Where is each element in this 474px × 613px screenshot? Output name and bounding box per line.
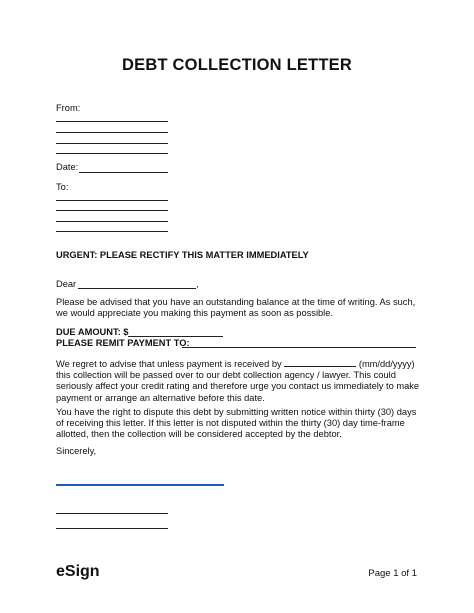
remit-label: PLEASE REMIT PAYMENT TO: xyxy=(56,338,190,348)
date-label: Date: xyxy=(56,162,79,172)
signer-title-line[interactable] xyxy=(56,528,168,529)
deadline-paragraph xyxy=(56,358,426,404)
balance-paragraph-text: Please be advised that you have an outstanding balance at the time of writing. As such, we would appreciate you making this payment as soon as possible. xyxy=(56,297,416,319)
to-line-2[interactable] xyxy=(56,210,168,211)
dear-name-line[interactable] xyxy=(78,288,196,289)
signer-name-line[interactable] xyxy=(56,513,168,514)
urgent-heading: URGENT: PLEASE RECTIFY THIS MATTER IMMEDIATELY xyxy=(56,250,309,260)
dispute-paragraph xyxy=(56,407,426,441)
closing-text: Sincerely, xyxy=(56,446,97,456)
dear-label: Dear xyxy=(56,279,77,289)
from-line-2[interactable] xyxy=(56,132,168,133)
from-line-4[interactable] xyxy=(56,153,168,154)
to-line-3[interactable] xyxy=(56,221,168,222)
deadline-rest: collection will be passed over to our debt collection agency / lawyer. This could seriously affect your credit rating and therefore urge you contact us immediately to make payment or arrange an alternative before this date. xyxy=(56,370,420,403)
from-line-3[interactable] xyxy=(56,143,168,144)
due-amount-line[interactable] xyxy=(128,336,223,337)
document-title: DEBT COLLECTION LETTER xyxy=(122,56,352,74)
deadline-prefix: We regret to advise that unless payment is received by xyxy=(56,359,282,369)
page-number: Page 1 of 1 xyxy=(368,568,417,579)
from-label: From: xyxy=(56,103,81,113)
remit-line[interactable] xyxy=(182,347,416,348)
deadline-date-hint: (mm/dd/yyyy) this xyxy=(56,359,415,381)
dispute-paragraph-text: You have the right to dispute this debt by submitting written notice within thirty (30) days of receiving this letter. If this letter is not disputed within the thirty (30) day time-frame allotted, then the collection will be considered accepted by the debtor. xyxy=(56,407,417,440)
to-line-4[interactable] xyxy=(56,231,168,232)
from-line-1[interactable] xyxy=(56,121,168,122)
signature-line[interactable] xyxy=(56,484,224,486)
date-line[interactable] xyxy=(79,172,168,173)
to-line-1[interactable] xyxy=(56,200,168,201)
due-amount-label: DUE AMOUNT: $ xyxy=(56,327,129,337)
dear-comma: , xyxy=(196,279,199,289)
balance-paragraph xyxy=(56,297,426,319)
deadline-date-line[interactable] xyxy=(284,358,356,367)
esign-logo: eSign xyxy=(56,563,100,580)
to-label: To: xyxy=(56,182,69,192)
